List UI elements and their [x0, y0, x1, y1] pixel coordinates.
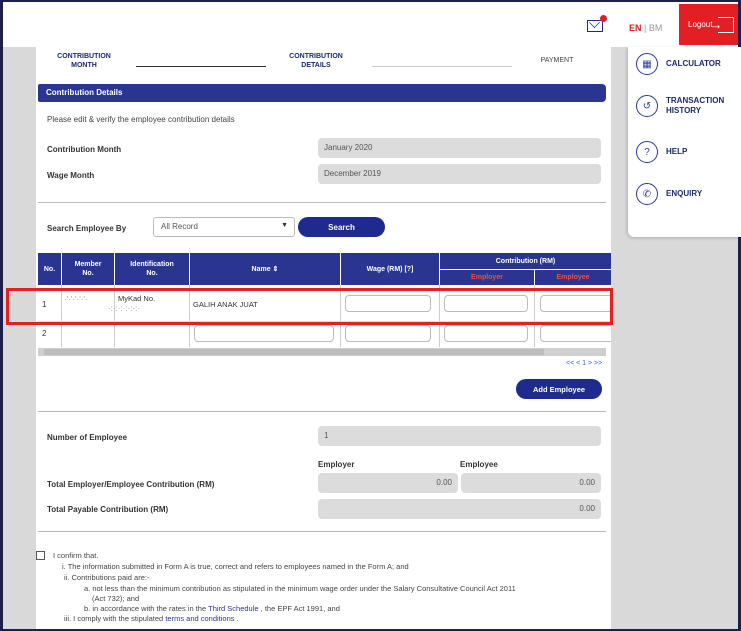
contribution-month-label: Contribution Month [47, 145, 122, 154]
table-pagination[interactable]: << < 1 > >> [566, 360, 603, 367]
third-schedule-link[interactable]: Third Schedule [208, 604, 259, 613]
sidebar-item-help[interactable] [636, 141, 687, 163]
row-2-name-input[interactable] [194, 325, 334, 342]
step-label: DETAILS [301, 62, 331, 69]
progress-steps [36, 52, 611, 80]
language-switch[interactable] [629, 23, 662, 33]
search-select[interactable] [153, 217, 295, 237]
step-contribution-month [52, 52, 116, 70]
lang-en[interactable]: EN [629, 23, 642, 33]
logout-icon [718, 17, 734, 33]
col-employer: Employer [440, 270, 534, 285]
step-label: PAYMENT [540, 57, 574, 64]
step-contribution-details [284, 52, 348, 70]
confirm-b-text: b. in accordance with the rates in the [84, 604, 207, 613]
confirm-point-a1: a. not less than the minimum contribution as stipulated in the minimum wage order under the Salary Consultative Council Act 2011 [84, 584, 516, 593]
divider [38, 202, 606, 203]
step-connector [136, 66, 266, 67]
employer-col-label: Employer [318, 460, 355, 469]
col-member-label: No. [82, 270, 94, 277]
confirm-point-b [84, 604, 340, 613]
table-scroll-thumb[interactable] [44, 349, 544, 355]
step-connector [372, 66, 512, 67]
confirm-title: I confirm that. [53, 551, 99, 560]
confirm-checkbox[interactable] [36, 551, 45, 560]
terms-link[interactable]: terms and conditions [165, 614, 235, 623]
search-label: Search Employee By [47, 224, 127, 233]
confirm-point-iii [64, 614, 239, 623]
row-2-employee-input[interactable] [540, 325, 611, 342]
row-2-wage-input[interactable] [345, 325, 431, 342]
instruction-text: Please edit & verify the employee contribution details [47, 115, 235, 124]
confirm-iii-text: iii. I comply with the stipulated [64, 614, 164, 623]
notification-dot [600, 15, 607, 22]
enquiry-icon: ✆ [636, 183, 658, 205]
col-no: No. [38, 253, 61, 285]
history-icon: ↺ [636, 95, 658, 117]
search-button[interactable]: Search [298, 217, 385, 237]
quick-links-sidebar [628, 47, 741, 237]
col-name-sortable[interactable]: Name ⇕ [190, 253, 340, 285]
sidebar-item-label: CALCULATOR [666, 59, 721, 68]
sidebar-item-label: ENQUIRY [666, 189, 703, 198]
total-employee-field: 0.00 [461, 473, 601, 493]
main-card [36, 47, 611, 629]
row-1-name: GALIH ANAK JUAT [193, 300, 258, 309]
confirm-iii-text: . [236, 614, 239, 623]
col-identification-no [115, 253, 189, 285]
mail-icon[interactable] [587, 20, 603, 32]
row-1-id-type: MyKad No. [118, 294, 156, 303]
num-employee-field: 1 [318, 426, 601, 446]
chevron-down-icon: ▼ [281, 222, 288, 229]
col-member-label: Member [74, 261, 102, 268]
row-1-member-no: ·'·'·'·'·'· [64, 295, 88, 304]
row-1-id-value: ·:·:·:·:·:·:· [108, 304, 140, 313]
step-label: MONTH [71, 62, 97, 69]
logout-label: Logout [688, 20, 713, 29]
confirm-b-text: , the EPF Act 1991, and [260, 604, 340, 613]
sidebar-item-label: HELP [666, 147, 688, 156]
col-employee: Employee [535, 270, 611, 285]
row-2-no: 2 [42, 329, 47, 338]
divider [38, 411, 606, 412]
wage-month-label: Wage Month [47, 171, 95, 180]
add-employee-button[interactable]: Add Employee [516, 379, 602, 399]
col-contribution: Contribution (RM) [440, 253, 611, 269]
top-header [3, 2, 738, 47]
employee-col-label: Employee [460, 460, 498, 469]
total-payable-label: Total Payable Contribution (RM) [47, 505, 169, 514]
step-payment [530, 56, 584, 65]
confirm-point-a2: (Act 732); and [92, 594, 140, 603]
logout-button[interactable] [679, 4, 738, 45]
sidebar-item-transaction-history[interactable] [636, 95, 724, 117]
sidebar-item-label [666, 96, 724, 116]
divider [38, 531, 606, 532]
col-id-label: No. [146, 270, 158, 277]
label-line: HISTORY [666, 106, 702, 115]
lang-bm[interactable]: BM [648, 23, 663, 33]
confirm-point-i: i. The information submitted in Form A is true, correct and refers to employees named in the Form A; and [62, 562, 409, 571]
step-label: CONTRIBUTION [289, 53, 343, 60]
row-1-no: 1 [42, 300, 47, 309]
lang-separator: | [644, 23, 647, 33]
row-highlight-annotation [6, 288, 613, 325]
label-line: TRANSACTION [666, 96, 725, 105]
num-employee-label: Number of Employee [47, 433, 128, 442]
section-header: Contribution Details [38, 84, 606, 102]
col-wage[interactable]: Wage (RM) [?] [341, 253, 439, 285]
sidebar-item-enquiry[interactable] [636, 183, 702, 205]
calculator-icon: ▦ [636, 53, 658, 75]
step-label: CONTRIBUTION [57, 53, 111, 60]
total-payable-field: 0.00 [318, 499, 601, 519]
col-member-no [62, 253, 114, 285]
sidebar-item-calculator[interactable] [636, 53, 721, 75]
contribution-month-field: January 2020 [318, 138, 601, 158]
col-id-label: Identification [130, 261, 174, 268]
search-select-value: All Record [161, 222, 198, 231]
total-employer-field: 0.00 [318, 473, 458, 493]
help-icon: ? [636, 141, 658, 163]
confirm-point-ii: ii. Contributions paid are:- [64, 573, 150, 582]
row-2-employer-input[interactable] [444, 325, 528, 342]
wage-month-field: December 2019 [318, 164, 601, 184]
total-contribution-label: Total Employer/Employee Contribution (RM) [47, 480, 215, 489]
